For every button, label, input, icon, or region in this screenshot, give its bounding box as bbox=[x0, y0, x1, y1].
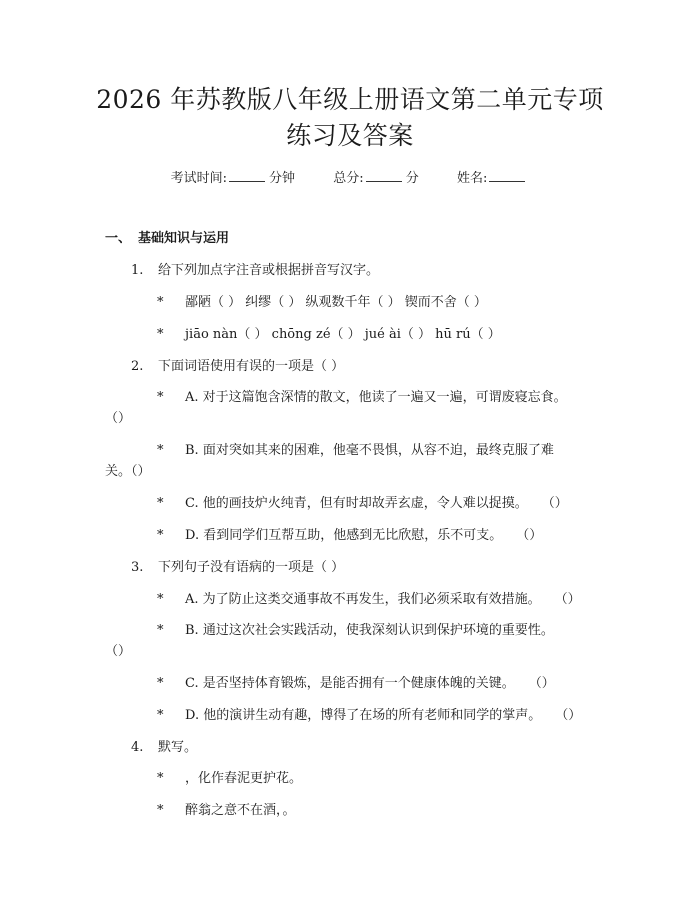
option-text: A. 为了防止这类交通事故不再发生，我们必须采取有效措施。 bbox=[185, 592, 541, 607]
answer-paren: （） bbox=[528, 676, 555, 691]
question-1-item-2 bbox=[157, 326, 501, 344]
exam-name-blank bbox=[489, 169, 525, 182]
section-title: 基础知识与运用 bbox=[138, 231, 230, 246]
exam-info-bar bbox=[0, 169, 700, 188]
question-4 bbox=[131, 739, 197, 757]
item-text: 鄙陋（ ） 纠缪（ ） 纵观数千年（ ） 锲而不舍（ ） bbox=[185, 295, 487, 310]
question-text: 给下列加点字注音或根据拼音写汉字。 bbox=[158, 263, 380, 278]
bullet: * bbox=[157, 390, 164, 405]
question-3 bbox=[131, 559, 344, 577]
exam-time-label: 考试时间: bbox=[170, 171, 227, 186]
option-text: D. 他的演讲生动有趣，博得了在场的所有老师和同学的掌声。 bbox=[185, 708, 542, 723]
question-text: 下列句子没有语病的一项是（ ） bbox=[158, 560, 345, 575]
answer-paren: （） bbox=[541, 496, 568, 511]
document-title-line-1: 2026 年苏教版八年级上册语文第二单元专项 bbox=[96, 85, 604, 114]
option-text: A. 对于这篇饱含深情的散文，他读了一遍又一遍，可谓废寝忘食。 bbox=[185, 390, 567, 405]
bullet: * bbox=[157, 771, 164, 786]
exam-score-unit: 分 bbox=[405, 171, 419, 186]
item-text: 醉翁之意不在酒，。 bbox=[185, 803, 296, 818]
question-2-option-b-cont: 关。（） bbox=[105, 464, 151, 479]
option-text: B. 通过这次社会实践活动，使我深刻认识到保护环境的重要性。 bbox=[185, 623, 554, 638]
question-3-option-a bbox=[157, 591, 581, 609]
bullet: * bbox=[157, 528, 164, 543]
document-title-line-2: 练习及答案 bbox=[286, 121, 414, 150]
option-text: D. 看到同学们互帮互助，他感到无比欣慰，乐不可支。 bbox=[185, 528, 503, 543]
bullet: * bbox=[157, 443, 164, 458]
bullet: * bbox=[157, 708, 164, 723]
bullet: * bbox=[157, 623, 164, 638]
question-text: 默写。 bbox=[158, 740, 198, 755]
bullet: * bbox=[157, 803, 164, 818]
section-number: 一、 bbox=[105, 231, 132, 246]
exam-score-blank bbox=[366, 169, 402, 182]
option-text: C. 他的画技炉火纯青，但有时却故弄玄虚，令人难以捉摸。 bbox=[185, 496, 528, 511]
bullet: * bbox=[157, 327, 164, 342]
question-4-item-2 bbox=[157, 802, 296, 820]
item-text: jiāo nàn（ ） chōng zé（ ） jué ài（ ） hū rú（ ） bbox=[185, 327, 501, 342]
question-number: 2. bbox=[131, 359, 144, 374]
question-2-option-a-paren: （） bbox=[105, 411, 132, 426]
question-1-item-1 bbox=[157, 294, 487, 312]
exam-time-blank bbox=[229, 169, 265, 182]
answer-paren: （） bbox=[555, 708, 582, 723]
exam-name-label: 姓名: bbox=[456, 171, 488, 186]
question-2-option-a bbox=[157, 389, 567, 407]
question-3-option-d bbox=[157, 707, 581, 725]
exam-time-unit: 分钟 bbox=[269, 171, 296, 186]
bullet: * bbox=[157, 676, 164, 691]
question-text: 下面词语使用有误的一项是（ ） bbox=[158, 359, 345, 374]
question-3-option-b-paren: （） bbox=[105, 644, 132, 659]
question-number: 4. bbox=[131, 740, 144, 755]
question-3-option-c bbox=[157, 675, 555, 693]
bullet: * bbox=[157, 496, 164, 511]
bullet: * bbox=[157, 592, 164, 607]
question-2-option-d bbox=[157, 527, 542, 545]
answer-paren: （） bbox=[554, 592, 581, 607]
question-3-option-b bbox=[157, 622, 554, 640]
question-1 bbox=[131, 262, 379, 280]
question-2 bbox=[131, 358, 344, 376]
option-text: B. 面对突如其来的困难，他毫不畏惧，从容不迫，最终克服了难 bbox=[185, 443, 554, 458]
exam-score-label: 总分: bbox=[333, 171, 364, 186]
question-2-option-b bbox=[157, 442, 554, 460]
question-number: 3. bbox=[131, 560, 144, 575]
question-number: 1. bbox=[131, 263, 144, 278]
answer-paren: （） bbox=[516, 528, 543, 543]
option-text: C. 是否坚持体育锻炼，是能否拥有一个健康体魄的关键。 bbox=[185, 676, 515, 691]
section-heading-1 bbox=[105, 230, 229, 248]
question-2-option-c bbox=[157, 495, 568, 513]
bullet: * bbox=[157, 295, 164, 310]
question-4-item-1 bbox=[157, 770, 302, 788]
item-text: ，化作春泥更护花。 bbox=[185, 771, 303, 786]
